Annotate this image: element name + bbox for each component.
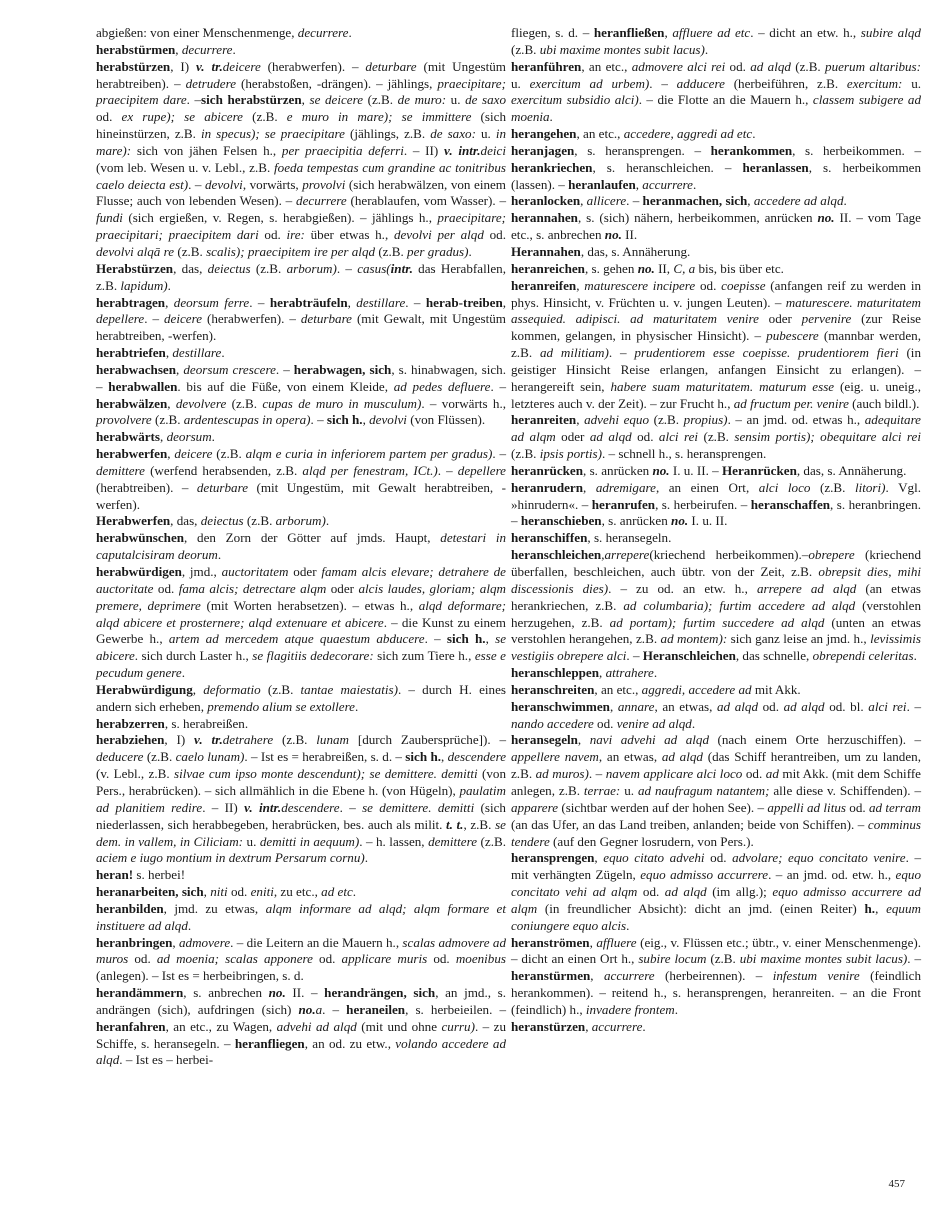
dictionary-entry: heranschwimmen, annare, an etwas, ad alqd od. ad alqd od. bl. alci rei. – nando accedere od. venire ad alqd. (511, 698, 922, 731)
dictionary-entry: herannahen, s. (sich) nähern, herbeikommen, anrücken no. II. – vom Tage etc., s. anbrechen no. II. (511, 210, 921, 243)
dictionary-entry: Herabstürzen, das, deiectus (z.B. arborum). – casus(intr. das Herabfallen, z.B. lapidum). (96, 260, 506, 293)
dictionary-entry: Herannahen, das, s. Annäherung. (511, 243, 691, 259)
dictionary-entry: heran! s. herbei! (96, 867, 186, 883)
dictionary-entry: heranschleppen, attrahere. (511, 665, 658, 681)
dictionary-entry: heranbilden, jmd. zu etwas, alqm informare ad alqd; alqm formare et instituere ad alqd. (96, 900, 506, 933)
dictionary-entry: heranrudern, adremigare, an einen Ort, alci loco (z.B. litori). Vgl. »hinrudern«. – heranrufen, s. herbeirufen. – heranschaffen, s. heranbringen. – heranschieben, s. anrücken no. I. u. II. (511, 479, 921, 529)
dictionary-entry: herandämmern, s. anbrechen no. II. – herandrängen, sich, an jmd., s. andrängen (sich), aufdringen (sich) no.a. – heraneilen, s. herbeieilen. – heranfahren, an etc., zu Wagen, advehi ad alqd (mit und ohne curru). – zu Schiffe, s. heransegeln. – heranfliegen, an od. zu etw., volando accedere ad alqd. – Ist es – herbei- (96, 985, 506, 1068)
dictionary-entry: herabziehen, I) v. tr.detrahere (z.B. lunam [durch Zaubersprüche]). – deducere (z.B. caelo lunam). – Ist es = herabreißen, s. d. – sich h., descendere (v. Lebl., z.B. silvae cum ipso monte descendunt); se demittere. demitti (von Pers., herabrücken). – sich allmählich in die Ebene h. (von Hügeln), paulatim ad planitiem redire. – II) v. intr.descendere. – se demittere. demitti (sich niederlassen, sich herabbegeben, herabrücken, bes. auch als milit. t. t., z.B. se dem. in vallem, in Ciliciam: u. demitti in aequum). – h. lassen, demittere (z.B. aciem e iugo montium in dextrum Persarum cornu). (96, 732, 507, 866)
dictionary-entry: Herabwürdigung, deformatio (z.B. tantae maiestatis). – durch H. eines andern sich erheben, premendo alium se extollere. (96, 681, 506, 714)
dictionary-entry: heranjagen, s. heransprengen. – herankommen, s. herbeikommen. – herankriechen, s. heranschleichen. – heranlassen, s. herbeikommen (lassen). – heranlaufen, accurrere. (511, 142, 921, 192)
dictionary-entry: heranströmen, affluere (eig., v. Flüssen etc.; übtr., v. einer Menschenmenge). – dicht an einen Ort h., subire locum (z.B. ubi maxime montes subit lacus). – heranstürmen, accurrere (herbeirennen). – infestum venire (feindlich herankommen). – reitend h., s. heransprengen, heranreiten. – an die Front (feindlich) h., invadere frontem. (511, 934, 922, 1017)
dictionary-entry: herabzerren, s. herabreißen. (96, 715, 249, 731)
left-column (96, 25, 506, 1069)
dictionary-entry: heransegeln, navi advehi ad alqd (nach einem Orte herzuschiffen). – appellere navem, an etwas, ad alqd (das Schiff herantreiben, um zu landen, z.B. ad muros). – navem applicare alci loco od. ad mit Akk. (mit dem Schiffe anlegen, z.B. terrae: u. ad naufragum natantem; alle diese v. Schiffenden). – apparere (sichtbar werden auf der hohen See). – appelli ad litus od. ad terram (an das Ufer, an das Land treiben, anlanden; beide von Schiffen). – comminus tendere (auf den Gegner losrudern, von Pers.). (511, 732, 922, 849)
dictionary-entry: herabstürzen, I) v. tr.deicere (herabwerfen). – deturbare (mit Ungestüm herabtreiben). – detrudere (herabstoßen, -drängen). – jählings, praecipitare; praecipitem dare. –sich herabstürzen, se deicere (z.B. de muro: u. de saxo od. ex rupe); se abicere (z.B. e muro in mare); se immittere (sich hineinstürzen, z.B. in specus); se praecipitare (jählings, z.B. de saxo: u. in mare): sich von jähen Felsen h., per praecipitia deferri. – II) v. intr.deici (vom leb. Wesen u. v. Lebl., z.B. foeda tempestas cum grandine ac tonitribus caelo deiecta est). – devolvi, vorwärts, provolvi (sich herabwälzen, von einem Flusse; auch von lebenden Wesen). – decurrere (herablaufen, vom Wasser). – fundi (sich ergießen, v. Regen, s. herabgießen). – jählings h., praecipitare; praecipitari; praecipitem dari od. ire: über etwas h., devolvi per alqd od. devolvi alqā re (z.B. scalis); praecipitem ire per alqd (z.B. per gradus). (96, 58, 507, 259)
dictionary-entry: herabwürdigen, jmd., auctoritatem oder famam alcis elevare; detrahere de auctoritate od. fama alcis; detrectare alqm oder alcis laudes, gloriam; alqm premere, deprimere (mit Worten herabsetzen). – etwas h., alqd deformare; alqd abicere et prosternere; alqd extenuare et abicere. – die Kunst zu einem Gewerbe h., artem ad mercedem atque quaestum abducere. – sich h., se abicere. sich durch Laster h., se flagitiis dedecorare: sich zum Tiere h., esse e pecudum genere. (96, 564, 507, 681)
dictionary-entry: herabwerfen, deicere (z.B. alqm e curia in inferiorem partem per gradus). – demittere (werfend herabsenden, z.B. alqd per fenestram, ICt.). – depellere (herabtreiben). – deturbare (mit Ungestüm, mit Gewalt herabtreiben, -werfen). (96, 446, 507, 512)
dictionary-entry: heranreiten, advehi equo (z.B. propius). – an jmd. od. etwas h., adequitare ad alqm oder ad alqd od. alci rei (z.B. sensim portis); obequitare alci rei (z.B. ipsis portis). – schnell h., s. heransprengen. (511, 412, 921, 462)
dictionary-entry: heranschiffen, s. heransegeln. (511, 530, 672, 546)
dictionary-entry: heranarbeiten, sich, niti od. eniti, zu etc., ad etc. (96, 884, 357, 900)
dictionary-entry: heranrücken, s. anrücken no. I. u. II. – Heranrücken, das, s. Annäherung. (511, 462, 907, 478)
dictionary-entry: fliegen, s. d. – heranfließen, affluere ad etc. – dicht an etw. h., subire alqd (z.B. ubi maxime montes subit lacus). (511, 25, 921, 57)
dictionary-entry: heransprengen, equo citato advehi od. advolare; equo concitato venire. – mit verhängten Zügeln, equo admisso accurrere. – an jmd. od. etw. h., equo concitato vehi ad alqm od. ad alqd (im allg.); equo admisso accurrere ad alqm (in freundlicher Absicht): dicht an jmd. (einen Reiter) h., equum coniungere equo alcis. (511, 850, 921, 933)
right-column (511, 25, 921, 1036)
dictionary-entry: heranschleichen,arrepere(kriechend herbeikommen).–obrepere (kriechend überfallen, beschleichen, auch übtr. von der Zeit, z.B. obrepsit dies, mihi discessionis dies). – zu od. an etw. h., arrepere ad alqd (an etwas herankriechen, z.B. ad columbaria); furtim accedere ad alqd (verstohlen herzugehen, z.B. ad portam); furtim succedere ad alqd (unten an etwas verstohlen herangehen, z.B. ad montem): sich ganz leise an jmd. h., levissimis vestigiis obrepere alci. – Heranschleichen, das schnelle, obrependi celeritas. (511, 547, 922, 664)
dictionary-entry: herabwärts, deorsum. (96, 429, 215, 445)
dictionary-entry: abgießen: von einer Menschenmenge, decurrere. (96, 25, 352, 40)
dictionary-entry: heranbringen, admovere. – die Leitern an die Mauern h., scalas admovere ad muros od. ad moenia; scalas apponere od. applicare muris od. moenibus (anlegen). – Ist es = herbeibringen, s. d. (96, 934, 507, 984)
dictionary-entry: Herabwerfen, das, deiectus (z.B. arborum). (96, 513, 330, 529)
dictionary-entry: heranführen, an etc., admovere alci rei od. ad alqd (z.B. puerum altaribus: u. exercitum ad urbem). – adducere (herbeiführen, z.B. exercitum: u. exercitum subsidio alci). – die Flotte an die Mauern h., classem subigere ad moenia. (511, 58, 922, 125)
dictionary-entry: heranreifen, maturescere incipere od. coepisse (anfangen reif zu werden in phys. Hinsicht, v. Früchten u. v. jungen Leuten). – maturescere. maturitatem assequied. adipisci. ad maturitatem venire oder pervenire (zur Reise kommen, gelangen, in physischer Hinsicht). – pubescere (mannbar werden, z.B. ad militiam). – prudentiorem esse coepisse. prudentiorem fieri (in geistiger Hinsicht Reise erlangen, anfangen Einsicht zu erlangen). – herangereift sein, habere suam maturitatem. maturum esse (eig. u. uneig., letzteres auch v. der Zeit). – zur Frucht h., ad fructum per. venire (auch bildl.). (511, 277, 922, 411)
dictionary-entry: herabwünschen, den Zorn der Götter auf jmds. Haupt, detestari in caputalcisiram deorum. (96, 530, 507, 563)
dictionary-entry: herabtriefen, destillare. (96, 345, 225, 361)
dictionary-entry: herabstürmen, decurrere. (96, 41, 236, 57)
dictionary-entry: heranreichen, s. gehen no. II, C, a bis, bis über etc. (511, 260, 784, 276)
dictionary-entry: heranstürzen, accurrere. (511, 1018, 646, 1034)
page-number: 457 (888, 1178, 905, 1190)
dictionary-entry: herangehen, an etc., accedere, aggredi ad etc. (511, 126, 756, 142)
dictionary-entry: heranschreiten, an etc., aggredi, accedere ad mit Akk. (511, 681, 801, 697)
dictionary-entry: herabtragen, deorsum ferre. – herabträufeln, destillare. – herab-treiben, depellere. – deicere (herabwerfen). – deturbare (mit Gewalt, mit Ungestüm herabtreiben, -werfen). (96, 294, 507, 344)
dictionary-entry: herabwachsen, deorsum crescere. – herabwagen, sich, s. hinabwagen, sich. – herabwallen. bis auf die Füße, von einem Kleide, ad pedes defluere. – herabwälzen, devolvere (z.B. cupas de muro in musculum). – vorwärts h., provolvere (z.B. ardentescupas in opera). – sich h., devolvi (von Flüssen). (96, 361, 507, 428)
dictionary-entry: heranlocken, allicere. – heranmachen, sich, accedere ad alqd. (511, 193, 847, 209)
